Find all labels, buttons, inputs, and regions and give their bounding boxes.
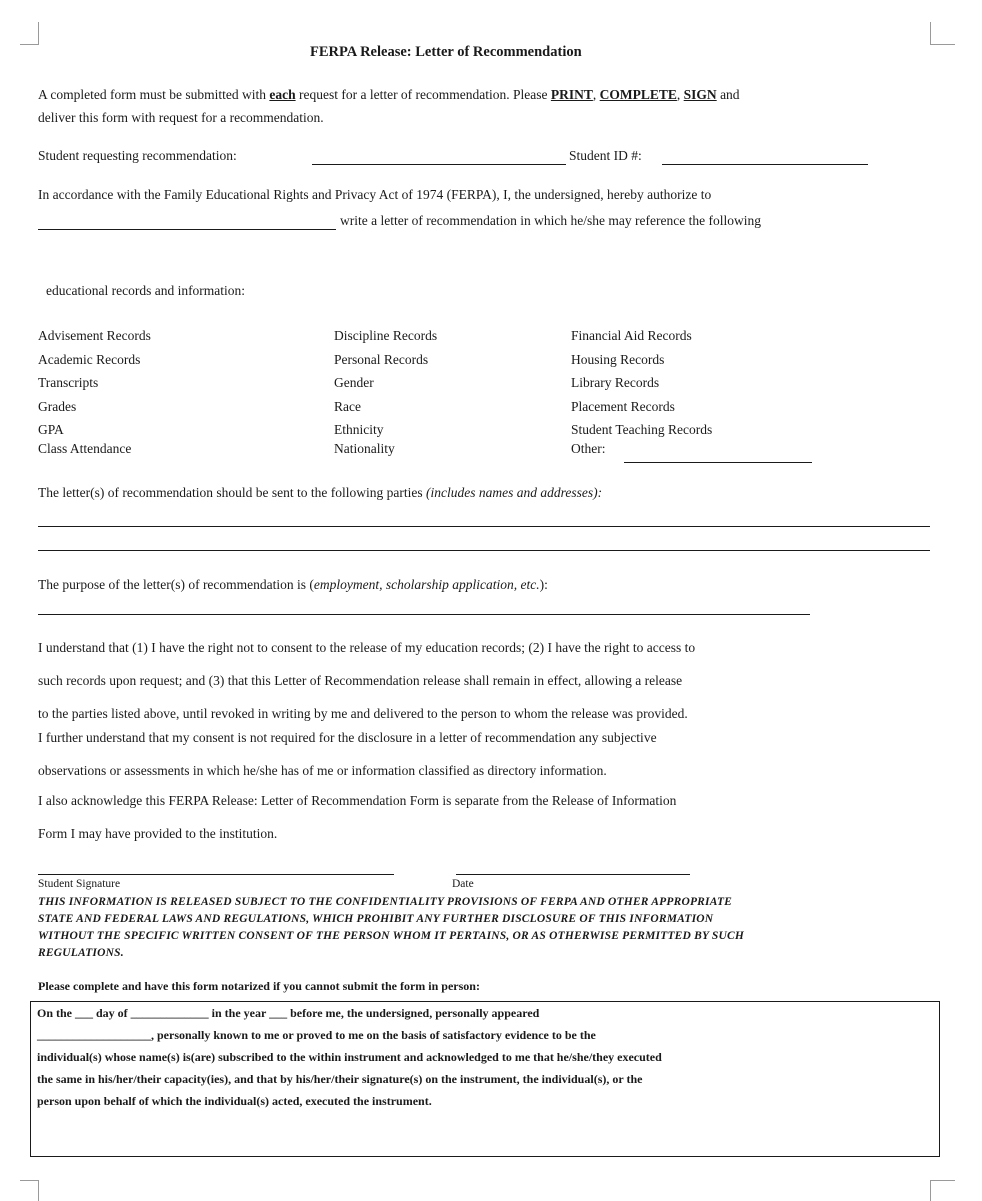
purpose-label	[38, 576, 548, 594]
paragraph-line: observations or assessments in which he/she has of me or information classified as directory information.	[38, 763, 607, 778]
purpose-field[interactable]	[38, 614, 810, 615]
student-signature-field[interactable]	[38, 874, 394, 875]
record-item: Class Attendance	[38, 440, 132, 456]
paragraph-line: to the parties listed above, until revoked in writing by me and delivered to the person to whom the release was provided.	[38, 706, 688, 721]
notary-line: the same in his/her/their capacity(ies), and that by his/her/their signature(s) on the instrument, the individual(s), or the	[37, 1072, 643, 1086]
student-name-field[interactable]	[312, 164, 566, 165]
record-item: Discipline Records	[334, 328, 438, 343]
purpose-text: The purpose of the letter(s) of recommendation is (	[38, 577, 314, 592]
understand-paragraph	[38, 631, 695, 730]
record-item: Financial Aid Records	[571, 328, 692, 343]
parties-field-1[interactable]	[38, 526, 930, 527]
purpose-text: ):	[539, 577, 548, 592]
crop-mark-bottom-left	[20, 1180, 39, 1201]
disclaimer-line: REGULATIONS.	[38, 947, 124, 959]
paragraph-line: Form I may have provided to the institution.	[38, 826, 278, 841]
crop-mark-top-left	[20, 22, 39, 45]
record-item: GPA	[38, 422, 64, 437]
record-item: Housing Records	[571, 351, 665, 367]
record-item: Grades	[38, 398, 77, 414]
intro-text: A completed form must be submitted with	[38, 87, 270, 102]
record-item: Advisement Records	[38, 328, 151, 343]
records-column-1	[38, 324, 318, 456]
paragraph-line: I further understand that my consent is not required for the disclosure in a letter of recommendation any subjective	[38, 730, 657, 745]
record-item: Other:	[571, 440, 606, 456]
student-id-field[interactable]	[662, 164, 868, 165]
record-item: Library Records	[571, 375, 660, 390]
parties-field-2[interactable]	[38, 550, 930, 551]
records-column-3	[571, 324, 831, 456]
records-column-2	[334, 324, 554, 456]
purpose-hint: employment, scholarship application, etc.	[313, 577, 540, 592]
further-paragraph	[38, 721, 657, 787]
intro-sep: ,	[592, 87, 600, 102]
intro-text: and	[716, 87, 740, 102]
record-item: Gender	[334, 375, 374, 390]
notary-line: On the ___ day of _____________ in the year ___ before me, the undersigned, personally appeared	[37, 1006, 540, 1020]
notary-text	[37, 1002, 662, 1112]
record-item: Ethnicity	[334, 422, 384, 437]
parties-hint: (includes names and addresses):	[426, 485, 603, 500]
record-item: Transcripts	[38, 375, 99, 390]
other-record-field[interactable]	[624, 462, 812, 463]
records-intro: educational records and information:	[46, 283, 246, 298]
disclaimer-line: THIS INFORMATION IS RELEASED SUBJECT TO THE CONFIDENTIALITY PROVISIONS OF FERPA AND OTHER APPROPRIATE	[38, 896, 733, 908]
signature-label: Student Signature	[38, 878, 121, 890]
crop-mark-bottom-right	[930, 1180, 955, 1201]
student-requesting-label: Student requesting recommendation:	[38, 148, 237, 163]
document-title: FERPA Release: Letter of Recommendation	[310, 44, 582, 60]
intro-each: each	[269, 87, 296, 102]
record-item: Personal Records	[334, 351, 429, 367]
notary-line: person upon behalf of which the individual(s) acted, executed the instrument.	[37, 1094, 432, 1108]
notary-line: ___________________, personally known to me or proved to me on the basis of satisfactory evidence to be the	[37, 1028, 596, 1042]
record-item: Academic Records	[38, 351, 141, 367]
intro-complete: COMPLETE	[599, 87, 677, 102]
intro-sep: ,	[676, 87, 684, 102]
recommender-name-field[interactable]	[38, 229, 336, 230]
record-item: Race	[334, 398, 361, 414]
intro-line-1	[38, 86, 740, 104]
intro-line-2: deliver this form with request for a recommendation.	[38, 110, 324, 125]
record-item: Nationality	[334, 440, 395, 456]
paragraph-line: I also acknowledge this FERPA Release: Letter of Recommendation Form is separate from the Release of Information	[38, 793, 677, 808]
parties-label	[38, 484, 602, 502]
intro-text: request for a letter of recommendation. Please	[295, 87, 551, 102]
notarize-instruction: Please complete and have this form notarized if you cannot submit the form in person:	[38, 979, 480, 993]
record-item: Placement Records	[571, 398, 675, 414]
notary-box	[30, 1001, 940, 1157]
intro-sign: SIGN	[683, 87, 717, 102]
disclaimer-line: STATE AND FEDERAL LAWS AND REGULATIONS, WHICH PROHIBIT ANY FURTHER DISCLOSURE OF THIS INFORMATION	[38, 913, 714, 925]
parties-text: The letter(s) of recommendation should be sent to the following parties	[38, 485, 427, 500]
disclaimer-line: WITHOUT THE SPECIFIC WRITTEN CONSENT OF THE PERSON WHOM IT PERTAINS, OR AS OTHERWISE PERMITTED BY SUCH	[38, 930, 744, 942]
confidentiality-disclaimer	[38, 894, 744, 962]
student-id-label: Student ID #:	[569, 148, 642, 163]
record-item: Student Teaching Records	[571, 422, 713, 437]
acknowledge-paragraph	[38, 784, 676, 850]
paragraph-line: such records upon request; and (3) that this Letter of Recommendation release shall remain in effect, allowing a release	[38, 673, 683, 688]
date-label: Date	[452, 878, 474, 890]
authorize-line-1: In accordance with the Family Educational Rights and Privacy Act of 1974 (FERPA), I, the undersigned, hereby authorize to	[38, 187, 712, 202]
intro-print: PRINT	[550, 87, 593, 102]
paragraph-line: I understand that (1) I have the right not to consent to the release of my education records; (2) I have the right to access to	[38, 640, 696, 655]
date-field[interactable]	[456, 874, 690, 875]
authorize-line-2: write a letter of recommendation in which he/she may reference the following	[340, 213, 761, 228]
notary-line: individual(s) whose name(s) is(are) subscribed to the within instrument and acknowledged to me that he/she/they executed	[37, 1050, 662, 1064]
crop-mark-top-right	[930, 22, 955, 45]
